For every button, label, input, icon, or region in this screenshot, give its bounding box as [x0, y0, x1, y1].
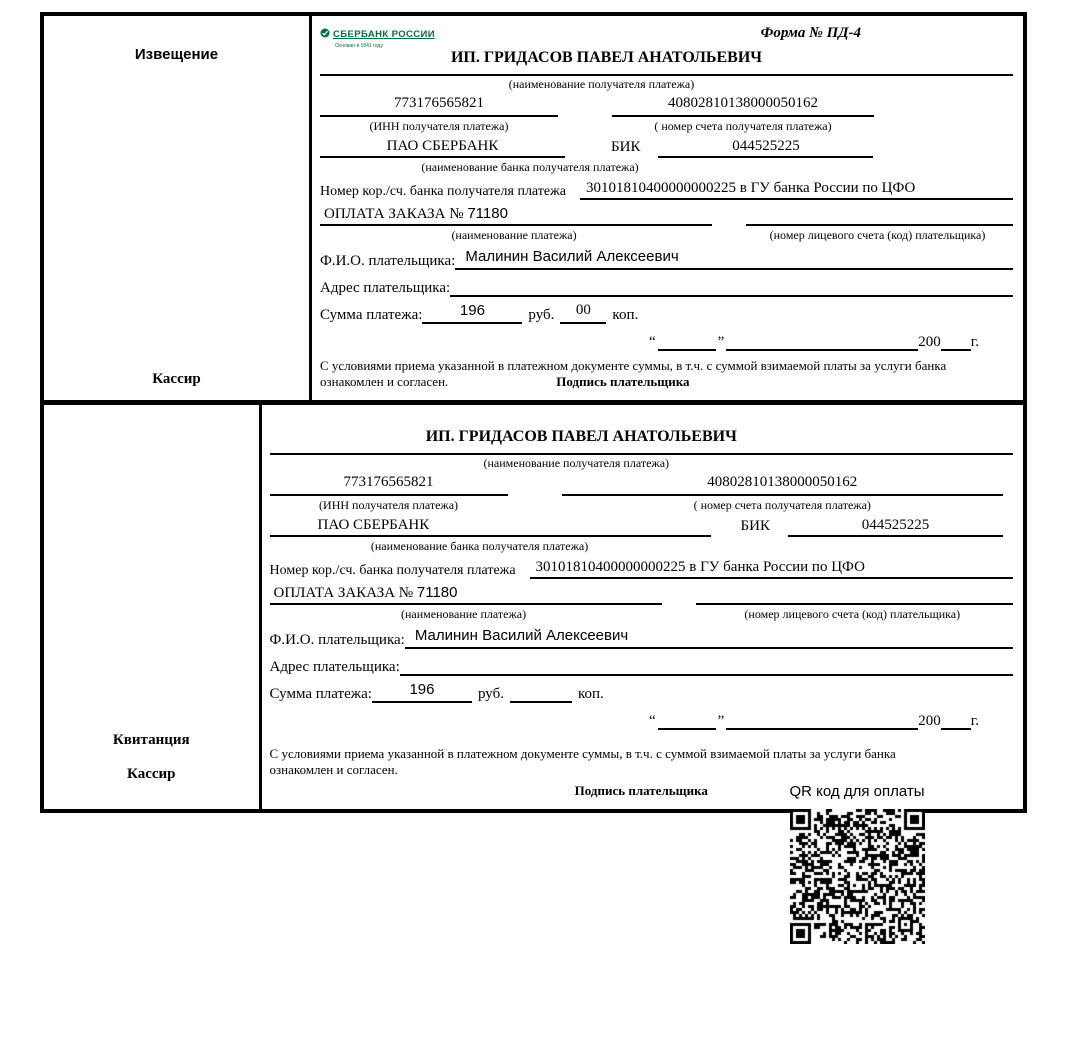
terms-line2-row: [320, 374, 1013, 390]
terms-line1: С условиями приема указанной в платежном документе суммы, в т.ч. с суммой взимаемой платы за услуги банка: [269, 746, 896, 761]
date-day-blank: [658, 710, 716, 730]
terms-line2-row: [270, 762, 1013, 778]
corr-value: 30101810400000000225 в ГУ банка России по ЦФО: [580, 180, 1013, 200]
payer-address-value: [400, 654, 1013, 676]
year-prefix: 200: [918, 713, 941, 729]
personal-account-blank: [746, 204, 1013, 226]
bank-row: [270, 517, 1013, 537]
recipient-name: ИП. ГРИДАСОВ ПАВЕЛ АНАТОЛЬЕВИЧ: [320, 48, 1013, 76]
payer-address-row: [320, 275, 1013, 297]
account-field: [612, 95, 874, 134]
account-value: 40802810138000050162: [562, 474, 1003, 496]
notice-section: [44, 16, 1023, 400]
kop-label: коп.: [577, 686, 604, 702]
payer-name-label: Ф.И.О. плательщика:: [269, 632, 405, 648]
corr-row: [270, 559, 1013, 579]
purpose-row: [320, 204, 1013, 226]
kop-label: коп.: [612, 307, 639, 323]
purpose-row: [270, 583, 1013, 605]
inn-caption: (ИНН получателя платежа): [369, 119, 509, 133]
inn-account-row: [320, 95, 1013, 134]
personal-account-blank: [696, 583, 1013, 605]
qr-label: QR код для оплаты: [789, 783, 925, 800]
purpose-text: ОПЛАТА ЗАКАЗА №: [273, 585, 414, 601]
rub-label: руб.: [528, 307, 555, 323]
bank-caption: (наименование банка получателя платежа): [421, 160, 639, 174]
payer-name-label: Ф.И.О. плательщика:: [320, 253, 456, 269]
account-field: [562, 474, 1003, 513]
pd4-form: [40, 12, 1027, 813]
date-row: [270, 710, 979, 730]
payer-address-row: [270, 654, 1013, 676]
personal-caption: (номер лицевого счета (код) плательщика): [744, 607, 961, 621]
sum-row: [270, 681, 1013, 703]
payment-caption: (наименование платежа): [451, 228, 577, 242]
payer-address-label: Адрес плательщика:: [320, 280, 451, 296]
sum-row: [320, 302, 1013, 324]
notice-label: Извещение: [134, 46, 219, 63]
bank-name-value: ПАО СБЕРБАНК: [320, 138, 565, 158]
sum-label: Сумма платежа:: [269, 686, 372, 702]
qr-block: [787, 783, 927, 944]
payer-name-row: [270, 627, 1013, 649]
cashier-label: Кассир: [127, 766, 176, 782]
bik-label: БИК: [611, 139, 641, 155]
bank-name-value: ПАО СБЕРБАНК: [270, 517, 711, 537]
date-year-blank: [941, 331, 971, 351]
inn-value: 773176565821: [320, 95, 558, 117]
form-title: Форма № ПД-4: [760, 25, 861, 41]
terms-line2: ознакомлен и согласен.: [320, 374, 449, 389]
inn-field: [270, 474, 508, 513]
receipt-section: [44, 400, 1023, 809]
sum-kop-value: [510, 681, 572, 703]
recipient-caption: (наименование получателя платежа): [483, 456, 670, 470]
purpose-text: ОПЛАТА ЗАКАЗА №: [324, 206, 464, 222]
payment-caption: (наименование платежа): [400, 607, 527, 621]
quote-open: “: [648, 334, 656, 350]
bik-value: 044525225: [658, 138, 873, 158]
corr-value: 30101810400000000225 в ГУ банка России по ЦФО: [530, 559, 1013, 579]
sum-label: Сумма платежа:: [320, 307, 423, 323]
sum-kop-value: 00: [560, 302, 606, 324]
date-month-blank: [726, 331, 918, 351]
notice-stub-column: [44, 16, 312, 400]
receipt-body: [262, 405, 1023, 809]
inn-account-row: [270, 474, 1013, 513]
year-prefix: 200: [918, 334, 941, 350]
signature-label: Подпись плательщика: [556, 374, 690, 389]
date-year-blank: [941, 710, 971, 730]
qr-code: [790, 809, 925, 944]
inn-field: [320, 95, 558, 134]
sberbank-tagline: Основан в 1841 году: [335, 43, 383, 49]
purpose-captions: [320, 226, 1013, 243]
sberbank-emblem-icon: [320, 25, 330, 43]
inn-value: 773176565821: [270, 474, 508, 496]
payment-purpose-value: [320, 205, 712, 226]
receipt-stub-column: [44, 405, 262, 809]
payer-name-row: [320, 248, 1013, 270]
cashier-label: Кассир: [152, 371, 201, 387]
sberbank-logo: [320, 22, 435, 49]
payer-address-label: Адрес плательщика:: [269, 659, 400, 675]
payer-address-value: [450, 275, 1013, 297]
year-suffix: г.: [970, 334, 979, 350]
order-number: 71180: [467, 205, 508, 222]
quote-close: ”: [717, 334, 725, 350]
sum-rub-value: 196: [422, 302, 522, 324]
bank-caption: (наименование банка получателя платежа): [370, 539, 589, 553]
signature-label: Подпись плательщика: [574, 783, 708, 798]
recipient-name: ИП. ГРИДАСОВ ПАВЕЛ АНАТОЛЬЕВИЧ: [270, 427, 1013, 455]
sberbank-brand-text: СБЕРБАНК РОССИИ: [333, 28, 435, 40]
terms-line1: С условиями приема указанной в платежном документе суммы, в т.ч. с суммой взимаемой платы за услуги банка: [320, 358, 947, 373]
account-caption: ( номер счета получателя платежа): [693, 498, 871, 512]
sberbank-logo-top: [320, 25, 435, 43]
payer-name-value: Малинин Василий Алексеевич: [405, 627, 1013, 649]
personal-caption: (номер лицевого счета (код) плательщика): [769, 228, 986, 242]
notice-header-row: [320, 22, 1013, 48]
purpose-captions: [270, 605, 1013, 622]
bank-row: [320, 138, 1013, 158]
payment-purpose-value: [270, 584, 662, 605]
notice-body: [312, 16, 1023, 400]
inn-caption: (ИНН получателя платежа): [319, 498, 459, 512]
bik-value: 044525225: [788, 517, 1003, 537]
order-number: 71180: [416, 584, 458, 601]
account-caption: ( номер счета получателя платежа): [654, 119, 832, 133]
bik-label: БИК: [740, 518, 770, 534]
corr-label: Номер кор./сч. банка получателя платежа: [269, 563, 516, 578]
receipt-label: Квитанция: [112, 732, 190, 748]
payer-name-value: Малинин Василий Алексеевич: [455, 248, 1013, 270]
corr-label: Номер кор./сч. банка получателя платежа: [320, 184, 566, 199]
corr-row: [320, 180, 1013, 200]
quote-open: “: [648, 713, 656, 729]
account-value: 40802810138000050162: [612, 95, 874, 117]
rub-label: руб.: [477, 686, 504, 702]
date-row: [320, 331, 979, 351]
year-suffix: г.: [970, 713, 979, 729]
date-day-blank: [658, 331, 716, 351]
date-month-blank: [726, 710, 918, 730]
terms-line2: ознакомлен и согласен.: [269, 762, 398, 777]
sum-rub-value: 196: [372, 681, 472, 703]
quote-close: ”: [717, 713, 725, 729]
recipient-caption: (наименование получателя платежа): [508, 77, 695, 91]
